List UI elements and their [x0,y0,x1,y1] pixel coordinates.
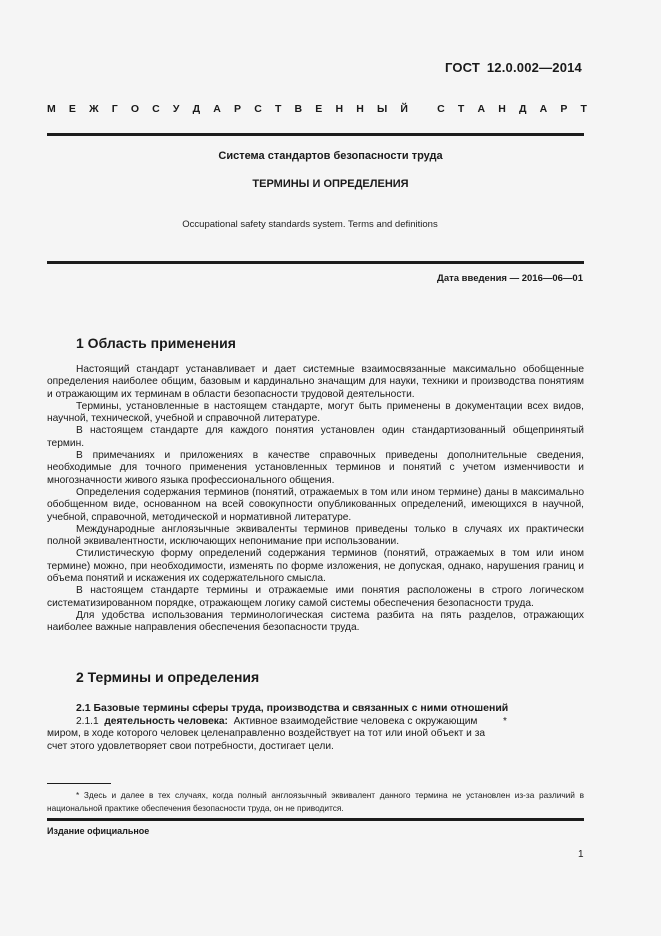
paragraph: Для удобства использования терминологическая система разбита на пять разделов, отражающих наиболее важные направления обеспечения безопасности труда. [47,609,584,634]
interstate-letter: А [213,103,221,115]
interstate-standard-label [47,103,587,115]
interstate-letter [421,103,424,115]
interstate-letter: А [539,103,548,115]
interstate-letter: Д [192,103,201,115]
term-name: деятельность человека: [104,716,228,727]
interstate-letter: Р [234,103,242,115]
paragraph: Термины, установленные в настоящем стандарте, могут быть применены в документации всех видов, научной, технической, учебной и справочной литературе. [47,400,584,425]
introduction-date: Дата введения — 2016—06—01 [437,273,583,284]
footnote [47,789,584,815]
gost-number: ГОСТ 12.0.002—2014 [444,60,582,75]
interstate-letter: А [477,103,486,115]
interstate-letter: Е [68,103,76,115]
paragraph: В примечаниях и приложениях в качестве справочных приведены дополнительные сведения, необходимые для точного применения установленных терминов и понятий с учетом изменчивости и многозначности живого языка профессионального общения. [47,450,584,486]
interstate-letter: Т [580,103,587,115]
document-title: ТЕРМИНЫ И ОПРЕДЕЛЕНИЯ [252,178,409,190]
interstate-letter: Н [335,103,344,115]
interstate-letter: Р [560,103,568,115]
interstate-letter: У [172,103,180,115]
interstate-letter: О [130,103,140,115]
interstate-letter: Й [400,103,408,115]
system-title: Система стандартов безопасности труда [218,150,443,162]
official-edition-label: Издание официальное [47,826,150,836]
interstate-letter: Ы [376,103,388,115]
interstate-letter: Г [111,103,118,115]
footnote-divider [47,783,111,784]
interstate-letter: С [152,103,160,115]
paragraph: В настоящем стандарте для каждого понятия установлен один стандартизованный общепринятый термин. [47,425,584,449]
paragraph: Международные англоязычные эквиваленты терминов приведены только в случаях их практически полной эквивалентности, исключающих непонимание при использовании. [47,523,584,548]
footnote-text: * Здесь и далее в тех случаях, когда полный англоязычный эквивалент данного термина не установлен из-за различий в национальной практике обеспечения безопасности труда, он не приводится. [47,790,584,813]
interstate-letter: Т [274,103,282,115]
footnote-marker: * [503,716,507,727]
subsection-2-1-heading: 2.1 Базовые термины сферы труда, производства и связанных с ними отношений [76,702,509,714]
page-number: 1 [578,849,584,860]
term-definition: Активное взаимодействие человека с окружающим миром, в ходе которого человек целенаправленно воздействует на тот или иной объект и за счет этого удовлетворяет свои потребности, достигает цели. [47,716,486,752]
paragraph: Определения содержания терминов (понятий, отражаемых в том или ином термине) даны в максимально обобщенном виде, основанном на всей совокупности опубликованных определений, имеющихся в научной, учебной, справочной, методической и нормативной литературе. [47,486,584,523]
paragraph: Стилистическую форму определений содержания терминов (понятий, отражаемых в том или ином термине) можно, при необходимости, изменять по форме изложения, не допуская, однако, нарушения границ и объема понятий и искажения их содержательного смысла. [47,548,584,585]
interstate-letter: Н [356,103,364,115]
interstate-letter: Ж [89,103,99,115]
section-2-heading: 2 Термины и определения [76,669,260,685]
section-1-heading: 1 Область применения [76,335,236,351]
interstate-letter: Д [518,103,527,115]
paragraph: Настоящий стандарт устанавливает и дает системные взаимосвязанные максимально обобщенные определения наиболее общим, базовым и кардинально значащим для науки, техники и производства понятиям и отражающим их терминам в области безопасности трудовой деятельности. [47,364,584,400]
title-divider [47,261,584,264]
section-1-body [47,364,584,635]
interstate-letter: Т [457,103,465,115]
interstate-letter: Н [498,103,506,115]
interstate-letter: С [254,103,262,115]
header-divider [47,133,584,136]
interstate-letter: Е [315,103,323,115]
term-entry [47,716,492,753]
term-number: 2.1.1 [76,716,99,727]
paragraph: В настоящем стандарте термины и отражаемые ими понятия расположены в строго логическом систематизированном порядке, отражающем логику самой системы обеспечения безопасности труда. [47,585,584,609]
interstate-letter: В [294,103,303,115]
interstate-letter: М [47,103,56,115]
interstate-letter: С [437,103,445,115]
english-title: Occupational safety standards system. Terms and definitions [182,219,438,230]
footer-divider [47,818,584,821]
